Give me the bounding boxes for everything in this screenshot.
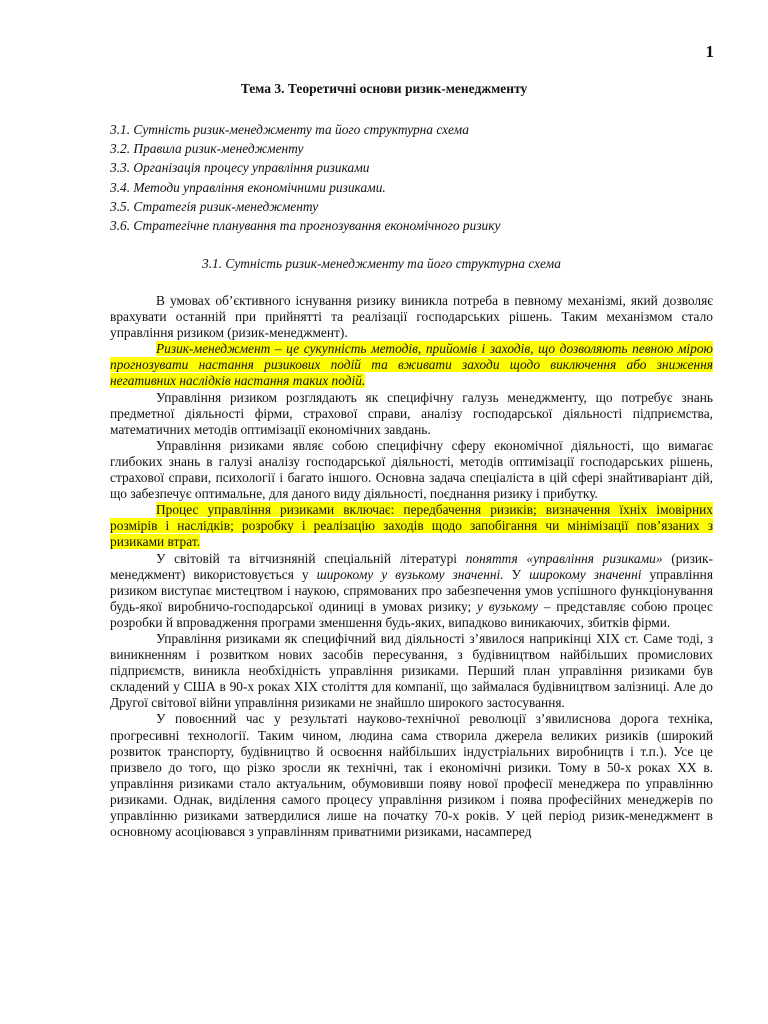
page-title: Тема 3. Теоретичні основи ризик-менеджменту bbox=[240, 81, 528, 96]
paragraph bbox=[110, 438, 713, 502]
paragraph bbox=[110, 390, 713, 438]
paragraph-text: У повоєнний час у результаті науково-технічної революції з’явилиснова дорога техніка, прогресивні технології. Таким чином, людина сама створила джерела великих ризиків (широкий розвиток транспорту, будівництво й освоєння найбільших індустріальних виробництв і т.п.). Усе це призвело до того, що різко зросли як технічні, так і економічні ризики. Тому в 50-х роках XX в. управління ризиками стало актуальним, обумовивши появу нової професії менеджера по управлінню ризиками. Однак, виділення самого процесу управління ризиком і поява професійних менеджерів по управлінню ризиками затвердилися лише на початку 70-х років. У цей період ризик-менеджмент в основному асоціювався з управлінням приватними ризиками, насамперед bbox=[110, 711, 713, 840]
italic-term: широкому у вузькому значенні. bbox=[316, 566, 504, 582]
toc-item: 3.1. Сутність ризик-менеджменту та його структурна схема bbox=[110, 122, 469, 137]
text-run: – представляє собою процес розробки й впровадження програми зменшення будь-яких, випадково виникаючих, збитків фірми. bbox=[110, 598, 713, 630]
paragraph-text: Управління ризиками являє собою специфічну сферу економічної діяльності, що вимагає глибоких знань в галузі аналізу господарської діяльності, методів оптимізації господарських рішень, страхової справи, психології і багато іншого. Основна задача спеціаліста в цій сфері знайтиваріант дій, що забезпечує оптимальне, для даного виду діяльності, поєднання ризику і прибутку. bbox=[110, 437, 713, 502]
section-heading: 3.1. Сутність ризик-менеджменту та його структурна схема bbox=[202, 256, 561, 271]
toc-item: 3.2. Правила ризик-менеджменту bbox=[110, 141, 304, 157]
toc-item: 3.5. Стратегія ризик-менеджменту bbox=[110, 198, 319, 214]
toc-item: 3.6. Стратегічне планування та прогнозування економічного ризику bbox=[110, 218, 501, 234]
paragraph-highlighted bbox=[110, 502, 713, 550]
paragraph bbox=[110, 551, 713, 631]
text-run: У світовій та вітчизняній спеціальній літературі bbox=[156, 550, 466, 566]
paragraph-text: Управління ризиком розглядають як специфічну галузь менеджменту, що потребує знань предметної діяльності фірми, страхової справи, аналізу господарської діяльності підприємства, математичних методів оптимізації економічних завдань. bbox=[110, 389, 713, 437]
paragraph-highlighted bbox=[110, 341, 713, 389]
italic-term: у вузькому bbox=[477, 598, 539, 614]
italic-term: широкому значенні bbox=[529, 566, 642, 582]
text-run: У bbox=[503, 566, 530, 582]
table-of-contents bbox=[110, 120, 500, 235]
paragraph-text: Управління ризиками як специфічний вид діяльності з’явилося наприкінці XIX ст. Саме тоді, з виникненням і розвитком нових засобів пересування, з будівництвом найбільших промислових підприємств, виникла необхідність управління ризиками. Перший план управління ризиками був складений у США в 90-х роках XIX століття для компанії, що займалася будівництвом залізниці. Але до Другої світової війни управління ризиками не знайшло широкого застосування. bbox=[110, 630, 713, 711]
toc-item: 3.4. Методи управління економічними ризиками. bbox=[110, 179, 386, 195]
paragraph bbox=[110, 631, 713, 711]
text-run: управління ризиком виступає мистецтвом і наукою, спрямованих про забезпечення умов успішного функціонування будь-якої виробничо-господарської одиниці в умовах ризику; bbox=[110, 566, 713, 614]
toc-item: 3.3. Організація процесу управління ризиками bbox=[110, 160, 370, 176]
highlighted-definition: Ризик-менеджмент – це сукупність методів, прийомів і заходів, що дозволяють певною мірою прогнозувати настання ризикових подій та вживати заходи щодо виключення або зниження негативних наслідків настання таких подій. bbox=[110, 341, 713, 389]
italic-term: поняття «управління ризиками» bbox=[465, 550, 663, 566]
paragraph-text: В умовах об’єктивного існування ризику виникла потреба в певному механізмі, який дозволяє врахувати останній при прийнятті та реалізації господарських рішень. Таким механізмом стало управління ризиком (ризик-менеджмент). bbox=[110, 293, 713, 341]
paragraph bbox=[110, 711, 713, 840]
body-text bbox=[110, 293, 713, 840]
page-number: 1 bbox=[705, 42, 714, 61]
paragraph bbox=[110, 293, 713, 341]
text-run: (ризик-менеджмент) використовується у bbox=[110, 550, 713, 582]
highlighted-text: Процес управління ризиками включає: передбачення ризиків; визначення їхніх імовірних розмірів і наслідків; розробку і реалізацію заходів щодо запобігання чи мінімізації пов’язаних з ризиками втрат. bbox=[110, 502, 713, 550]
